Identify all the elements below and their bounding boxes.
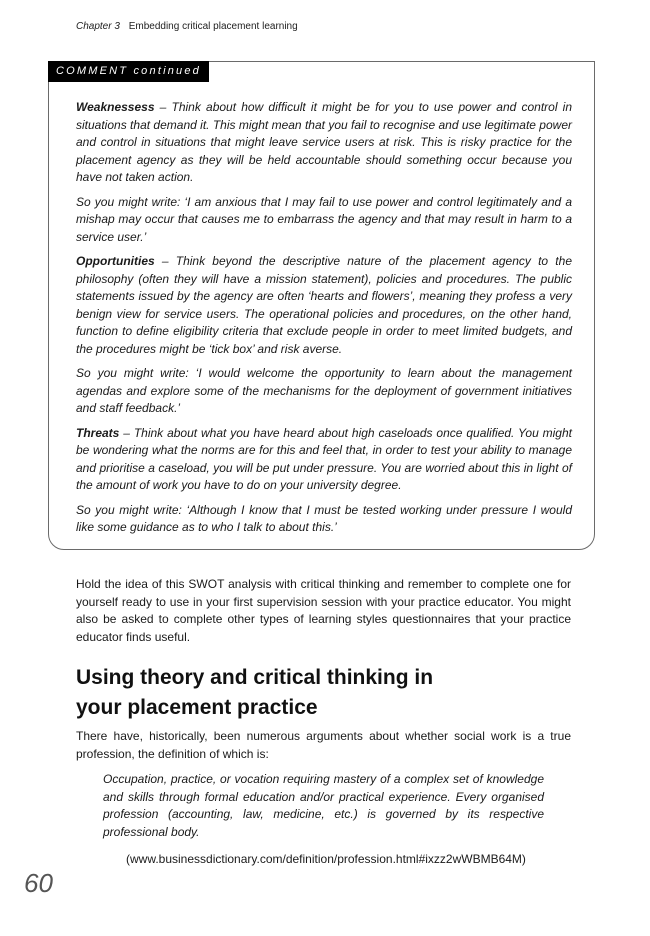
comment-text: – Think beyond the descriptive nature of the placement agency to the philosophy (often they will have a mission statement), policies and procedures. The public statements issued by the agency are often ‘hearts and flowers’, meaning they profess a very benign view for service users. The operational policies and procedures, on the other hand, function to define eligibility criteria that exclude people in order to meet limited budgets, and the procedures might be ‘tick box’ and risk averse. [76,254,572,356]
comment-term: Weaknessess [76,100,155,114]
comment-paragraph-threats-example [76,502,572,537]
comment-text: So you might write: ‘I am anxious that I may fail to use power and control legitimately and a mishap may occur that causes me to embarrass the agency and that may result in harm to a service user.’ [76,194,572,244]
section-heading-line-2: your placement practice [76,696,318,719]
section-heading-line-1: Using theory and critical thinking in [76,666,434,689]
comment-body [76,99,572,544]
comment-paragraph-opportunities-example [76,365,572,418]
comment-term: Opportunities [76,254,155,268]
section-intro: There have, historically, been numerous arguments about whether social work is a true profession, the definition of which is: [76,729,571,761]
block-quote: Occupation, practice, or vocation requiring mastery of a complex set of knowledge and skills through formal education and/or practical experience. Every organised profession (accounting, law, medicine, etc.) is governed by its respective professional body. [103,772,544,839]
comment-text: – Think about what you have heard about high caseloads once qualified. You might be wondering what the norms are for this and feel that, in order to test your ability to manage and prioritise a caseload, you will be put under pressure. You are worried about this in light of the amount of work you have to do on your university degree. [76,425,572,492]
comment-tab-label: COMMENT continued [48,61,209,82]
section-heading [76,663,576,723]
comment-paragraph-opportunities [76,253,572,358]
body-paragraph: Hold the idea of this SWOT analysis with critical thinking and remember to complete one for yourself ready to use in your first supervision session with your practice educator. You might also be asked to complete other types of learning styles questionnaires that your practice educator finds useful. [76,577,571,644]
comment-term: Threats [76,425,120,440]
comment-paragraph-weaknesses [76,99,572,187]
running-head [76,21,298,32]
comment-paragraph-weaknesses-example [76,194,572,247]
comment-text: So you might write: ‘I would welcome the opportunity to learn about the management agendas and explore some of the mechanisms for the deployment of government initiatives and staff feedback.’ [76,366,572,415]
comment-text: – Think about how difficult it might be for you to use power and control in situations that demand it. This might mean that you fail to recognise and use legitimate power and control in situations that might leave service users at risk. This is risky practice for the placement agency as they will be held accountable should something occur because you have not taken action. [76,100,572,184]
comment-box [48,61,595,550]
comment-paragraph-threats [76,425,572,495]
running-head-title: Embedding critical placement learning [128,21,298,32]
citation: (www.businessdictionary.com/definition/profession.html#ixzz2wWBMB64M) [126,852,526,866]
page-number: 60 [24,868,53,898]
comment-text: So you might write: ‘Although I know that I must be tested working under pressure I would like some guidance as to who I talk to about this.’ [76,502,572,534]
running-head-chapter: Chapter 3 [76,21,120,32]
